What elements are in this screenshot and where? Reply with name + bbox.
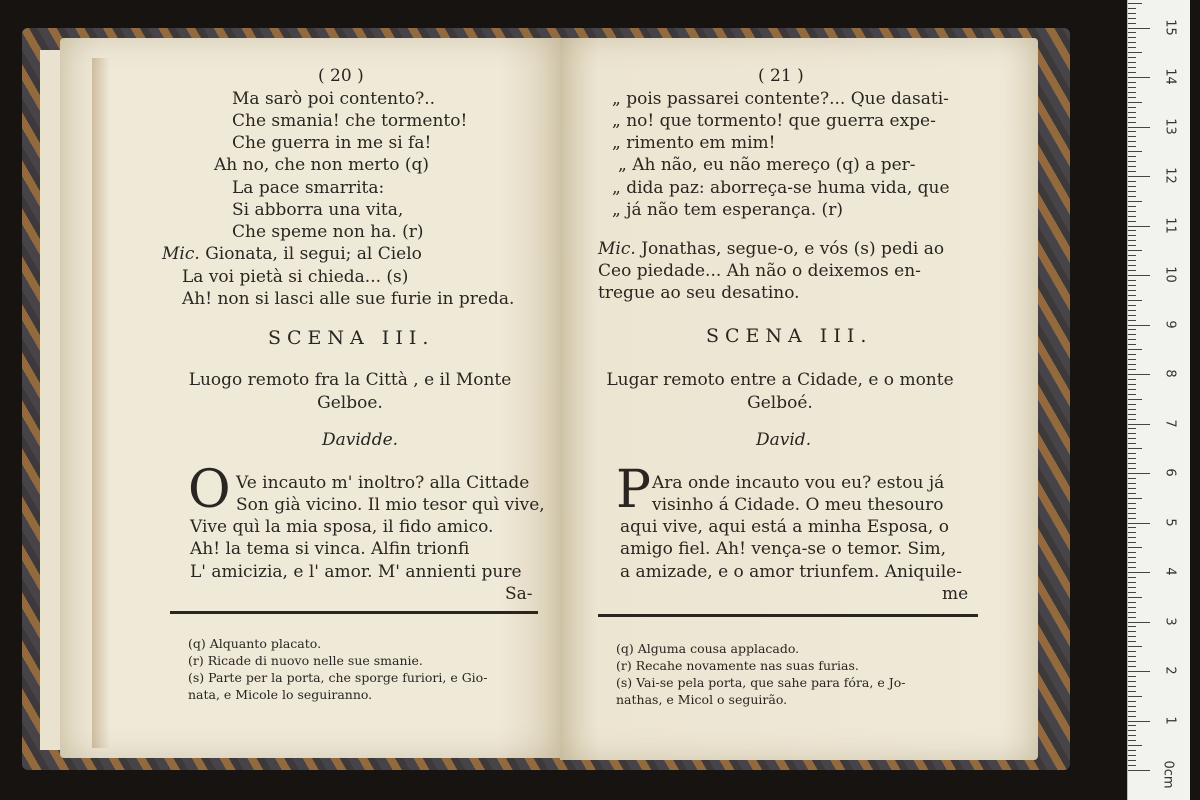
ruler-tick <box>1128 131 1136 132</box>
ruler-tick <box>1128 339 1136 340</box>
ruler-tick <box>1128 651 1136 652</box>
ruler-tick <box>1128 151 1142 152</box>
ruler-tick <box>1128 3 1142 4</box>
ruler-tick <box>1128 721 1150 722</box>
ruler-tick <box>1128 67 1136 68</box>
ruler-tick <box>1128 735 1136 736</box>
ruler-tick <box>1128 424 1150 425</box>
ruler-tick <box>1128 631 1136 632</box>
ruler-number: 1 <box>1162 715 1178 725</box>
scene-place-line: Luogo remoto fra la Città , e il Monte <box>188 370 512 390</box>
ruler-tick <box>1128 612 1136 613</box>
verse-line: La pace smarrita: <box>232 178 385 198</box>
footnote-rule <box>598 614 978 617</box>
ruler-tick <box>1128 82 1136 83</box>
ruler-tick <box>1128 404 1136 405</box>
verse-line: Ah no, che non merto (q) <box>214 155 430 175</box>
ruler-tick <box>1128 399 1142 400</box>
ruler-number: 11 <box>1162 216 1178 234</box>
ruler-tick <box>1128 275 1150 276</box>
drop-cap: P <box>616 460 651 520</box>
ruler-tick <box>1128 760 1136 761</box>
speech-line: tregue ao seu desatino. <box>598 283 800 303</box>
ruler-tick <box>1128 369 1136 370</box>
ruler-tick <box>1128 211 1136 212</box>
ruler-tick <box>1128 602 1136 603</box>
ruler-tick <box>1128 107 1136 108</box>
speech-line: visinho á Cidade. O meu thesouro <box>652 495 944 515</box>
right-page <box>560 38 1038 760</box>
ruler-tick <box>1128 730 1136 731</box>
ruler-tick <box>1128 587 1136 588</box>
ruler-tick <box>1128 711 1136 712</box>
ruler-tick <box>1128 230 1136 231</box>
ruler-tick <box>1128 112 1136 113</box>
left-page <box>60 38 560 758</box>
speech-line: Ceo piedade... Ah não o deixemos en- <box>598 261 921 281</box>
speaker-label: Mic. <box>162 244 200 264</box>
ruler-tick <box>1128 725 1136 726</box>
ruler-tick <box>1128 102 1142 103</box>
ruler-tick <box>1128 468 1136 469</box>
ruler-tick <box>1128 523 1150 524</box>
ruler-tick <box>1128 127 1150 128</box>
ruler-tick <box>1128 320 1136 321</box>
ruler-tick <box>1128 156 1136 157</box>
speech-line <box>598 238 944 261</box>
footnote-rule <box>170 611 538 614</box>
ruler-tick <box>1128 354 1136 355</box>
ruler-tick <box>1128 527 1136 528</box>
footnote: (r) Ricade di nuovo nelle sue smanie. <box>188 653 423 668</box>
ruler-unit-label: 0cm <box>1160 760 1176 789</box>
ruler-tick <box>1128 161 1136 162</box>
verse-line: „ no! que tormento! que guerra expe- <box>612 111 936 131</box>
ruler-tick <box>1128 508 1136 509</box>
measurement-ruler <box>1127 0 1190 800</box>
ruler-tick <box>1128 226 1150 227</box>
drop-cap: O <box>188 460 231 520</box>
ruler-tick <box>1128 458 1136 459</box>
ruler-tick <box>1128 394 1136 395</box>
ruler-tick <box>1128 146 1136 147</box>
ruler-tick <box>1128 409 1136 410</box>
ruler-tick <box>1128 216 1136 217</box>
footnote: nata, e Micole lo seguiranno. <box>188 687 373 702</box>
ruler-tick <box>1128 592 1136 593</box>
ruler-tick <box>1128 661 1136 662</box>
footnote: (s) Vai-se pela porta, que sahe para fóra, e Jo- <box>616 675 906 690</box>
ruler-tick <box>1128 706 1136 707</box>
ruler-tick <box>1128 77 1150 78</box>
verse-line: „ rimento em mim! <box>612 133 776 153</box>
ruler-tick <box>1128 671 1150 672</box>
ruler-tick <box>1128 438 1136 439</box>
page-number: ( 21 ) <box>758 66 804 86</box>
ruler-tick <box>1128 745 1142 746</box>
ruler-tick <box>1128 117 1136 118</box>
scene-place-line: Gelboe. <box>317 393 383 413</box>
ruler-tick <box>1128 122 1136 123</box>
ruler-tick <box>1128 478 1136 479</box>
ruler-tick <box>1128 329 1136 330</box>
ruler-tick <box>1128 414 1136 415</box>
ruler-number: 15 <box>1162 18 1178 36</box>
ruler-tick <box>1128 334 1136 335</box>
ruler-tick <box>1128 770 1150 771</box>
ruler-tick <box>1128 13 1136 14</box>
ruler-tick <box>1128 686 1136 687</box>
ruler-tick <box>1128 755 1136 756</box>
ruler-tick <box>1128 493 1136 494</box>
verse-line: Che guerra in me si fa! <box>232 133 432 153</box>
page-stain <box>92 58 110 748</box>
ruler-tick <box>1128 344 1136 345</box>
ruler-tick <box>1128 325 1150 326</box>
ruler-tick <box>1128 295 1136 296</box>
ruler-number: 13 <box>1162 117 1178 135</box>
ruler-tick <box>1128 92 1136 93</box>
ruler-tick <box>1128 265 1136 266</box>
ruler-tick <box>1128 240 1136 241</box>
ruler-tick <box>1128 32 1136 33</box>
ruler-tick <box>1128 636 1136 637</box>
ruler-tick <box>1128 716 1136 717</box>
ruler-tick <box>1128 607 1136 608</box>
footnote: nathas, e Micol o seguirão. <box>616 692 788 707</box>
speech-line: me <box>942 584 969 604</box>
scene-heading: SCENA III. <box>706 325 873 347</box>
ruler-tick <box>1128 166 1136 167</box>
ruler-tick <box>1128 676 1136 677</box>
ruler-number: 4 <box>1162 567 1178 576</box>
footnote: (q) Alquanto placato. <box>188 636 322 651</box>
ruler-tick <box>1128 176 1150 177</box>
verse-line: „ pois passarei contente?... Que dasati- <box>612 89 949 109</box>
ruler-tick <box>1128 270 1136 271</box>
speech-line: aqui vive, aqui está a minha Esposa, o <box>620 517 949 537</box>
ruler-tick <box>1128 221 1136 222</box>
verse-line: Che speme non ha. (r) <box>232 222 424 242</box>
ruler-tick <box>1128 97 1136 98</box>
ruler-number: 6 <box>1162 468 1178 477</box>
ruler-tick <box>1128 28 1150 29</box>
ruler-tick <box>1128 23 1136 24</box>
ruler-tick <box>1128 141 1136 142</box>
ruler-number: 12 <box>1162 167 1178 184</box>
ruler-tick <box>1128 463 1136 464</box>
ruler-tick <box>1128 235 1136 236</box>
ruler-tick <box>1128 448 1142 449</box>
ruler-tick <box>1128 310 1136 311</box>
ruler-tick <box>1128 577 1136 578</box>
verse-line: „ dida paz: aborreça-se huma vida, que <box>612 178 950 198</box>
ruler-tick <box>1128 433 1136 434</box>
ruler-tick <box>1128 57 1136 58</box>
ruler-tick <box>1128 503 1136 504</box>
ruler-tick <box>1128 532 1136 533</box>
ruler-tick <box>1128 72 1136 73</box>
ruler-tick <box>1128 201 1142 202</box>
ruler-tick <box>1128 374 1150 375</box>
ruler-tick <box>1128 622 1150 623</box>
ruler-tick <box>1128 572 1150 573</box>
speech-line: Ah! non si lasci alle sue furie in preda. <box>182 289 515 309</box>
ruler-tick <box>1128 473 1150 474</box>
ruler-tick <box>1128 196 1136 197</box>
ruler-tick <box>1128 305 1136 306</box>
scene-place <box>580 369 980 415</box>
ruler-tick <box>1128 567 1136 568</box>
ruler-tick <box>1128 255 1136 256</box>
scene-place-line: Gelboé. <box>747 393 813 413</box>
scene-place <box>160 369 540 415</box>
character-name: David. <box>756 430 812 450</box>
ruler-tick <box>1128 498 1142 499</box>
verse-line: „ já não tem esperança. (r) <box>612 200 843 220</box>
ruler-number: 8 <box>1162 369 1178 378</box>
ruler-tick <box>1128 8 1136 9</box>
ruler-tick <box>1128 290 1136 291</box>
ruler-tick <box>1128 617 1136 618</box>
verse-line: Si abborra una vita, <box>232 200 404 220</box>
ruler-tick <box>1128 488 1136 489</box>
ruler-number: 14 <box>1162 68 1178 85</box>
ruler-tick <box>1128 315 1136 316</box>
ruler-tick <box>1128 562 1136 563</box>
verse-line: Ma sarò poi contento?.. <box>232 89 436 109</box>
ruler-tick <box>1128 656 1136 657</box>
ruler-tick <box>1128 206 1136 207</box>
ruler-number: 5 <box>1162 517 1178 527</box>
ruler-tick <box>1128 691 1136 692</box>
ruler-number: 2 <box>1162 666 1178 675</box>
ruler-tick <box>1128 696 1142 697</box>
ruler-tick <box>1128 300 1142 301</box>
footnote: (s) Parte per la porta, che sporge furiori, e Gio- <box>188 670 488 685</box>
ruler-tick <box>1128 666 1136 667</box>
ruler-tick <box>1128 626 1136 627</box>
ruler-tick <box>1128 364 1136 365</box>
ruler-number: 9 <box>1162 319 1178 329</box>
speech-line: Son già vicino. Il mio tesor quì vive, <box>236 495 545 515</box>
ruler-tick <box>1128 384 1136 385</box>
ruler-tick <box>1128 285 1136 286</box>
speech-line: L' amicizia, e l' amor. M' annienti pure <box>190 562 522 582</box>
ruler-tick <box>1128 513 1136 514</box>
speech-line <box>162 243 422 266</box>
speech-line: Vive quì la mia sposa, il fido amico. <box>190 517 494 537</box>
ruler-tick <box>1128 443 1136 444</box>
speech-line: Sa- <box>505 584 533 604</box>
ruler-tick <box>1128 260 1136 261</box>
speaker-label: Mic. <box>598 239 636 259</box>
ruler-tick <box>1128 646 1142 647</box>
ruler-tick <box>1128 191 1136 192</box>
ruler-tick <box>1128 537 1136 538</box>
ruler-tick <box>1128 765 1136 766</box>
ruler-tick <box>1128 280 1136 281</box>
ruler-tick <box>1128 483 1136 484</box>
ruler-tick <box>1128 37 1136 38</box>
ruler-number: 10 <box>1162 266 1178 283</box>
ruler-tick <box>1128 181 1136 182</box>
ruler-tick <box>1128 186 1136 187</box>
ruler-tick <box>1128 379 1136 380</box>
ruler-tick <box>1128 42 1136 43</box>
ruler-number: 7 <box>1162 418 1178 428</box>
speech-text: Gionata, il segui; al Cielo <box>205 244 422 264</box>
ruler-tick <box>1128 597 1142 598</box>
ruler-tick <box>1128 389 1136 390</box>
scene-place-line: Lugar remoto entre a Cidade, e o monte <box>606 370 954 390</box>
speech-line: Ve incauto m' inoltro? alla Cittade <box>236 473 530 493</box>
scene-heading: SCENA III. <box>268 327 435 349</box>
ruler-tick <box>1128 542 1136 543</box>
verse-line: „ Ah não, eu não mereço (q) a per- <box>618 155 916 175</box>
ruler-tick <box>1128 701 1136 702</box>
speech-line: Ara onde incauto vou eu? estou já <box>652 473 945 493</box>
ruler-tick <box>1128 681 1136 682</box>
ruler-tick <box>1128 750 1136 751</box>
speech-line: La voi pietà si chieda... (s) <box>182 267 409 287</box>
ruler-tick <box>1128 171 1136 172</box>
ruler-tick <box>1128 87 1136 88</box>
ruler-tick <box>1128 349 1142 350</box>
ruler-tick <box>1128 250 1142 251</box>
ruler-tick <box>1128 557 1136 558</box>
footnote: (r) Recahe novamente nas suas furias. <box>616 658 859 673</box>
speech-line: a amizade, e o amor triunfem. Aniquile- <box>620 562 962 582</box>
character-name: Davidde. <box>322 430 399 450</box>
ruler-tick <box>1128 552 1136 553</box>
ruler-tick <box>1128 547 1142 548</box>
footnote: (q) Alguma cousa applacado. <box>616 641 800 656</box>
ruler-tick <box>1128 419 1136 420</box>
ruler-tick <box>1128 428 1136 429</box>
ruler-tick <box>1128 740 1136 741</box>
ruler-tick <box>1128 359 1136 360</box>
speech-text: Jonathas, segue-o, e vós (s) pedi ao <box>641 239 945 259</box>
ruler-tick <box>1128 47 1136 48</box>
page-number: ( 20 ) <box>318 66 364 86</box>
ruler-number: 3 <box>1162 616 1178 626</box>
ruler-tick <box>1128 18 1136 19</box>
ruler-tick <box>1128 641 1136 642</box>
verse-line: Che smania! che tormento! <box>232 111 468 131</box>
ruler-tick <box>1128 582 1136 583</box>
ruler-tick <box>1128 136 1136 137</box>
ruler-tick <box>1128 245 1136 246</box>
speech-line: Ah! la tema si vinca. Alfin trionfi <box>190 539 470 559</box>
speech-line: amigo fiel. Ah! vença-se o temor. Sim, <box>620 539 947 559</box>
ruler-tick <box>1128 518 1136 519</box>
ruler-tick <box>1128 62 1136 63</box>
ruler-tick <box>1128 52 1142 53</box>
ruler-tick <box>1128 453 1136 454</box>
